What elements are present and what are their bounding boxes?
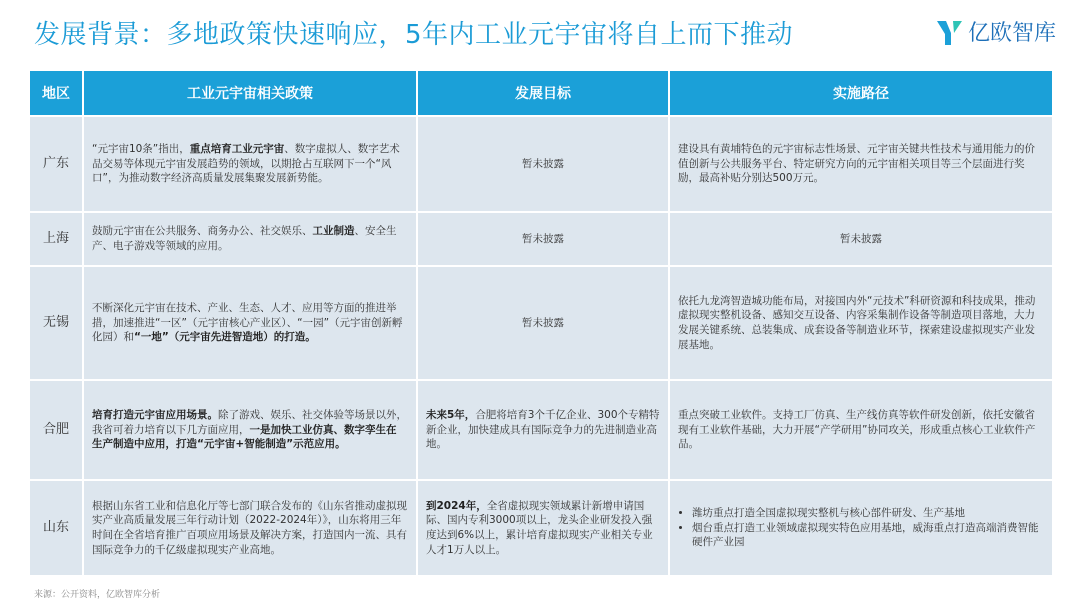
path-bullet-list (678, 506, 1044, 550)
table-row (29, 266, 1053, 380)
list-item: • 潍坊重点打造全国虚拟现实整机与核心部件研发、生产基地 (692, 506, 1044, 521)
table-row (29, 116, 1053, 212)
policy-cell: 根据山东省工业和信息化厅等七部门联合发布的《山东省推动虚拟现实产业高质量发展三年行动计划（2022-2024年）》，山东将用三年时间在全省培育推广百项应用场景及解决方案，打造国内一流、具有国际竞争力的千亿级虚拟现实产业高地。 (83, 480, 417, 576)
table-row (29, 212, 1053, 266)
source-note: 来源：公开资料，亿欧智库分析 (34, 590, 161, 600)
header-policy: 工业元宇宙相关政策 (83, 70, 417, 116)
path-cell: 建设具有黄埔特色的元宇宙标志性场景、元宇宙关键共性技术与通用能力的价值创新与公共服务平台、特定研究方向的元宇宙相关项目等三个层面进行奖励，最高补贴分别达500万元。 (669, 116, 1053, 212)
goal-cell: 暂未披露 (417, 116, 669, 212)
page-title: 发展背景：多地政策快速响应，5年内工业元宇宙将自上而下推动 (34, 20, 794, 50)
brand-logo (934, 16, 1056, 47)
table-row (29, 380, 1053, 480)
region-cell: 广东 (29, 116, 83, 212)
goal-cell: 暂未披露 (417, 266, 669, 380)
path-cell (669, 480, 1053, 576)
goal-cell: 到2024年，全省虚拟现实领域累计新增申请国际、国内专利3000项以上，龙头企业研发投入强度达到6%以上，累计培育虚拟现实产业相关专业人才1万人以上。 (417, 480, 669, 576)
region-cell: 山东 (29, 480, 83, 576)
policy-table (28, 69, 1054, 577)
header-region: 地区 (29, 70, 83, 116)
header-goal: 发展目标 (417, 70, 669, 116)
goal-cell: 未来5年，合肥将培育3个千亿企业、300个专精特新企业，加快建成具有国际竞争力的先进制造业高地。 (417, 380, 669, 480)
table-row (29, 480, 1053, 576)
logo-text: 亿欧智库 (967, 21, 1056, 46)
path-cell: 重点突破工业软件。支持工厂仿真、生产线仿真等软件研发创新，依托安徽省现有工业软件基础，大力开展“产学研用”协同攻关，形成重点核心工业软件产品。 (669, 380, 1053, 480)
path-cell: 暂未披露 (669, 212, 1053, 266)
header-path: 实施路径 (669, 70, 1053, 116)
table-header-row (29, 70, 1053, 116)
region-cell: 无锡 (29, 266, 83, 380)
policy-cell: “元宇宙10条”指出，重点培育工业元宇宙、数字虚拟人、数字艺术品交易等体现元宇宙发展趋势的领域，以期抢占互联网下一个“风口”，为推动数字经济高质量发展集聚发展新势能。 (83, 116, 417, 212)
policy-cell: 培育打造元宇宙应用场景。除了游戏、娱乐、社交体验等场景以外，我省可着力培育以下几方面应用，一是加快工业仿真、数字孪生在 生产制造中应用，打造“元宇宙+智能制造”示范应用。 (83, 380, 417, 480)
region-cell: 合肥 (29, 380, 83, 480)
path-cell: 依托九龙湾智造城功能布局，对接国内外“元技术”科研资源和科技成果，推动虚拟现实整机设备、感知交互设备、内容采集制作设备等制造项目落地，大力发展关键系统、总装集成、成套设备等制造业环节，探索建设虚拟现实产业发展基地。 (669, 266, 1053, 380)
policy-cell: 鼓励元宇宙在公共服务、商务办公、社交娱乐、工业制造、安全生产、电子游戏等领域的应用。 (83, 212, 417, 266)
list-item: • 烟台重点打造工业领域虚拟现实特色应用基地，威海重点打造高端消费智能硬件产业园 (692, 521, 1044, 550)
goal-cell: 暂未披露 (417, 212, 669, 266)
yiou-logo-icon (934, 17, 964, 47)
policy-cell: 不断深化元宇宙在技术、产业、生态、人才、应用等方面的推进举措，加速推进“一区”（元宇宙核心产业区）、“一园”（元宇宙创新孵化园）和“一地”（元宇宙先进智造地）的打造。 (83, 266, 417, 380)
region-cell: 上海 (29, 212, 83, 266)
